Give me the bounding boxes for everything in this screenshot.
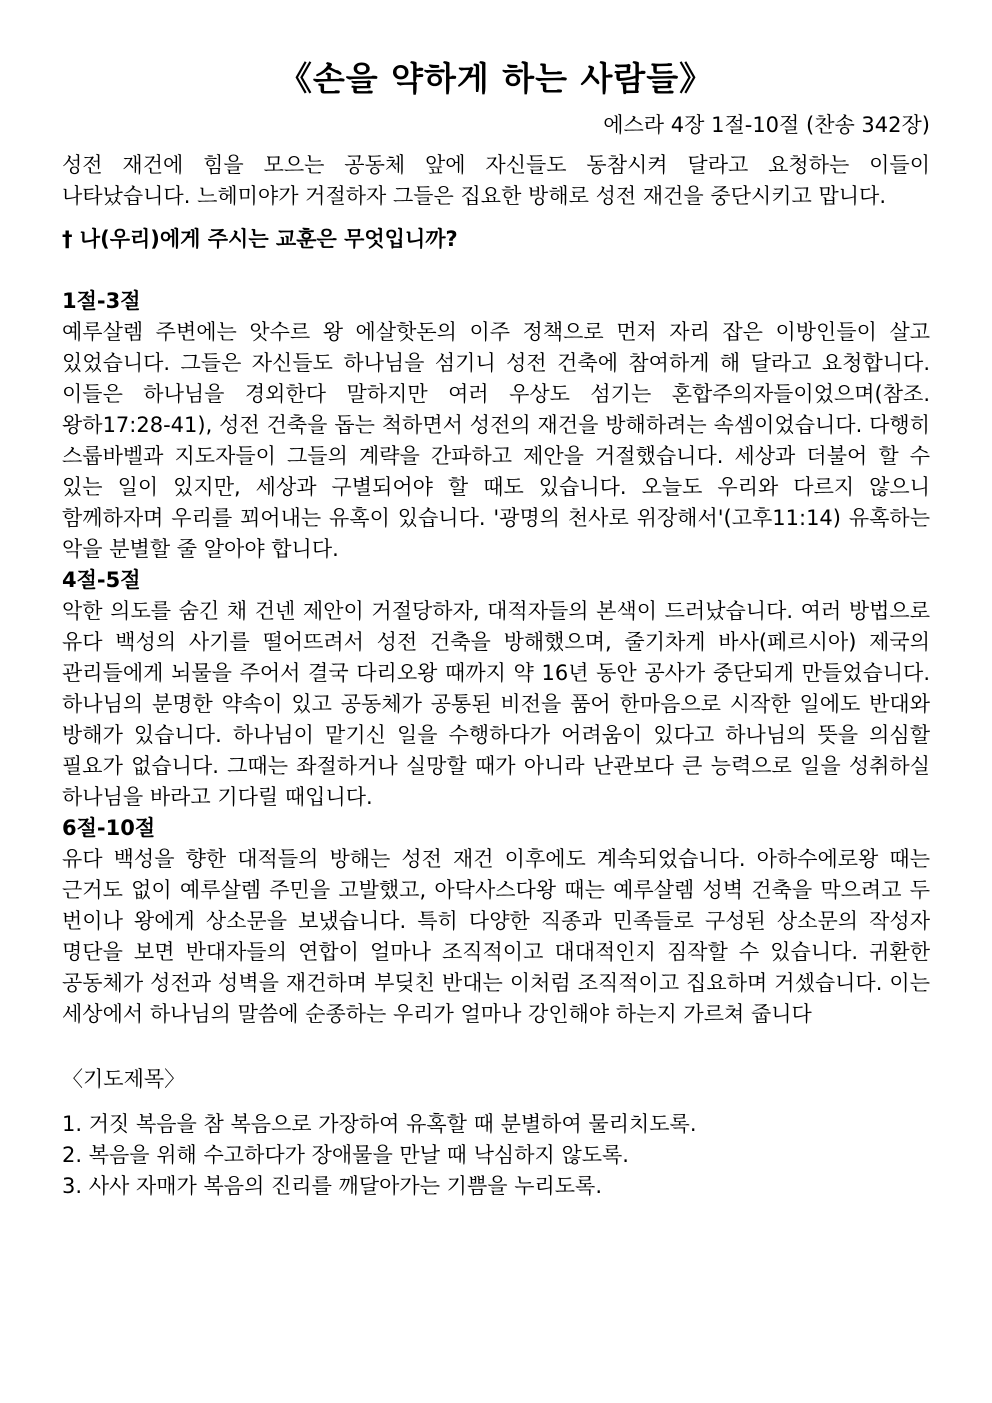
prayer-heading: 〈기도제목〉 (62, 1067, 186, 1091)
section-verses-6-10 (62, 813, 930, 1030)
prayer-list (62, 1109, 930, 1202)
prayer-item: 3. 사사 자매가 복음의 진리를 깨달아가는 기쁨을 누리도록. (62, 1174, 603, 1198)
scripture-reference: 에스라 4장 1절-10절 (찬송 342장) (603, 113, 930, 137)
section-heading: 4절-5절 (62, 568, 141, 592)
section-body: 예루살렘 주변에는 앗수르 왕 에살핫돈의 이주 정책으로 먼저 자리 잡은 이방인들이 살고 있었습니다. 그들은 자신들도 하나님을 섬기니 성전 건축에 참여하게 해 달라고 요청합니다. 이들은 하나님을 경외한다 말하지만 여러 우상도 섬기는 혼합주의자들이었으며(참조. 왕하17:28-41), 성전 건축을 돕는 척하면서 성전의 재건을 방해하려는 속셈이었습니다. 다행히 스룹바벨과 지도자들이 그들의 계략을 간파하고 제안을 거절했습니다. 세상과 더불어 할 수 있는 일이 있지만, 세상과 구별되어야 할 때도 있습니다. 오늘도 우리와 다르지 않으니 함께하자며 우리를 꾀어내는 유혹이 있습니다. '광명의 천사로 위장해서'(고후11:14) 유혹하는 악을 분별할 줄 알아야 합니다. (62, 320, 930, 561)
intro-paragraph: 성전 재건에 힘을 모으는 공동체 앞에 자신들도 동참시켜 달라고 요청하는 이들이 나타났습니다. 느헤미야가 거절하자 그들은 집요한 방해로 성전 재건을 중단시키고 맙니다. (62, 153, 930, 208)
document-page (62, 56, 930, 1202)
page-title: 《손을 약하게 하는 사람들》 (278, 59, 714, 98)
lesson-question: † 나(우리)에게 주시는 교훈은 무엇입니까? (62, 227, 458, 251)
prayer-item: 1. 거짓 복음을 참 복음으로 가장하여 유혹할 때 분별하여 물리치도록. (62, 1112, 697, 1136)
section-heading: 1절-3절 (62, 289, 141, 313)
section-body: 유다 백성을 향한 대적들의 방해는 성전 재건 이후에도 계속되었습니다. 아하수에로왕 때는 근거도 없이 예루살렘 주민을 고발했고, 아닥사스다왕 때는 예루살렘 성벽 건축을 막으려고 두 번이나 왕에게 상소문을 보냈습니다. 특히 다양한 직종과 민족들로 구성된 상소문의 작성자 명단을 보면 반대자들의 연합이 얼마나 조직적이고 대대적인지 짐작할 수 있습니다. 귀환한 공동체가 성전과 성벽을 재건하며 부딪친 반대는 이처럼 조직적이고 집요하며 거셌습니다. 이는 세상에서 하나님의 말씀에 순종하는 우리가 얼마나 강인해야 하는지 가르쳐 줍니다 (62, 847, 930, 1026)
section-verses-1-3 (62, 286, 930, 565)
section-body: 악한 의도를 숨긴 채 건넨 제안이 거절당하자, 대적자들의 본색이 드러났습니다. 여러 방법으로 유다 백성의 사기를 떨어뜨려서 성전 건축을 방해했으며, 줄기차게 바사(페르시아) 제국의 관리들에게 뇌물을 주어서 결국 다리오왕 때까지 약 16년 동안 공사가 중단되게 만들었습니다. 하나님의 분명한 약속이 있고 공동체가 공통된 비전을 품어 한마음으로 시작한 일에도 반대와 방해가 있습니다. 하나님이 맡기신 일을 수행하다가 어려움이 있다고 하나님의 뜻을 의심할 필요가 없습니다. 그때는 좌절하거나 실망할 때가 아니라 난관보다 큰 능력으로 일을 성취하실 하나님을 바라고 기다릴 때입니다. (62, 599, 930, 809)
prayer-item: 2. 복음을 위해 수고하다가 장애물을 만날 때 낙심하지 않도록. (62, 1143, 629, 1167)
section-verses-4-5 (62, 565, 930, 813)
section-heading: 6절-10절 (62, 816, 156, 840)
